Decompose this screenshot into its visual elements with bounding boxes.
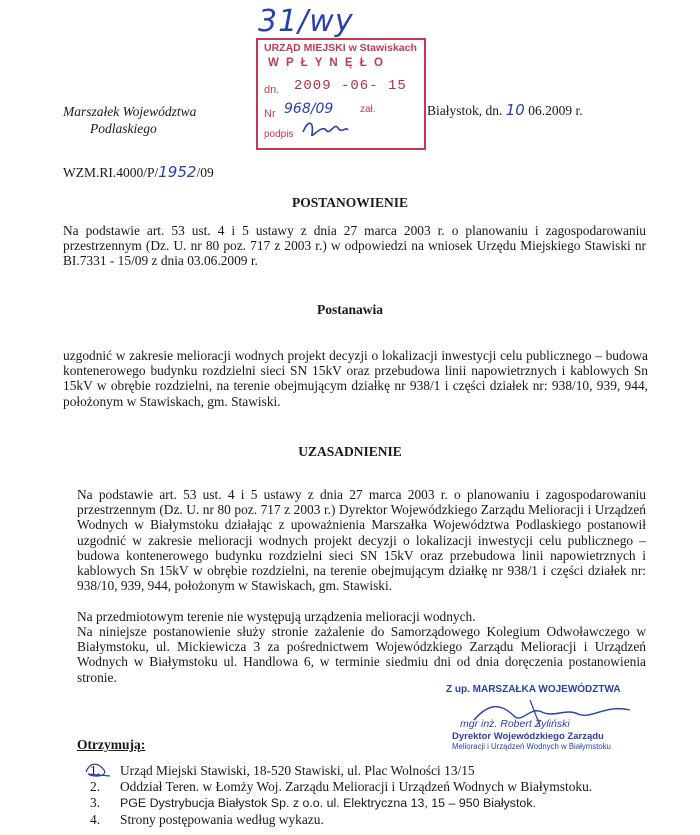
list-item bbox=[90, 811, 324, 829]
signature-title: Dyrektor Wojewódzkiego Zarządu bbox=[452, 731, 604, 742]
recipient-number: 2. bbox=[90, 779, 101, 794]
place-date-suffix: 06.2009 r. bbox=[528, 103, 583, 118]
place-date-prefix: Białystok, dn. bbox=[427, 103, 503, 118]
handwritten-signature bbox=[470, 698, 640, 728]
stamp-date-row bbox=[264, 80, 420, 98]
recipient-text: Urząd Miejski Stawiski, 18-520 Stawiski, ul. Plac Wolności 13/15 bbox=[120, 763, 475, 778]
recipients-heading: Otrzymują: bbox=[77, 737, 146, 752]
issuer-line2: Podlaskiego bbox=[90, 121, 157, 136]
stamp-office: URZĄD MIEJSKI w Stawiskach bbox=[264, 42, 417, 54]
recipient-number: 3. bbox=[90, 795, 101, 810]
intro-paragraph: Na podstawie art. 53 ust. 4 i 5 ustawy z dnia 27 marca 2003 r. o planowaniu i zagospodarowaniu przestrzennym (Dz. U. nr 80 poz. 717 z 2003 r.) w odpowiedzi na wniosek Urzędu Miejskiego Stawiski nr BI.7331 - 15/09 z dnia 03.06.2009 r. bbox=[63, 223, 646, 269]
recipient-text: Strony postępowania według wykazu. bbox=[120, 812, 324, 827]
stamp-date-label: dn. bbox=[264, 84, 280, 96]
reference-handwritten-number: 1952 bbox=[158, 163, 197, 181]
list-item bbox=[90, 794, 536, 812]
stamp-podpis-row bbox=[264, 124, 420, 142]
decision-paragraph: uzgodnić w zakresie melioracji wodnych projekt decyzji o lokalizacji inwestycji celu publicznego – budowa kontenerowego budynku rozdzielni sieci SN 15kV oraz przebudowa linii napowietrznych i kablowych Sn 15kV w obrębie rozdzielni, na terenie obejmującym działkę nr 938/1 i części działek nr: 938/10, 939, 944, położonym w Stawiskach, gm. Stawiski. bbox=[63, 348, 648, 409]
place-date bbox=[427, 103, 583, 118]
stamp-received: W P Ł Y N Ę Ł O bbox=[268, 57, 385, 69]
signature-authority: Z up. MARSZAŁKA WOJEWÓDZTWA bbox=[446, 684, 621, 695]
justification-paragraph-3: Na niniejsze postanowienie służy stronie zażalenie do Samorządowego Kolegium Odwoławczego w Białymstoku, ul. Mickiewicza 3 za pośrednictwem Wojewódzkiego Zarządu Melioracji i Urządzeń Wodnych w Białymstoku ul. Handlowa 6, w terminie siedmiu dni od dnia doręczenia postanowienia stronie. bbox=[77, 624, 646, 685]
recipient-text: PGE Dystrybucja Białystok Sp. z o.o. ul. Elektryczna 13, 15 – 950 Białystok. bbox=[120, 796, 536, 810]
handwritten-reference: 31/wy bbox=[258, 4, 354, 39]
reference-prefix: WZM.RI.4000/P/ bbox=[63, 165, 159, 180]
stamp-zal-label: zał. bbox=[360, 104, 376, 115]
stamp-nr-value: 968/09 bbox=[284, 101, 334, 117]
signature-stamp bbox=[420, 684, 660, 754]
reference-suffix: /09 bbox=[196, 165, 214, 180]
document-title: POSTANOWIENIE bbox=[291, 195, 409, 210]
signature-institution: Melioracji i Urządzeń Wodnych w Białymstoku bbox=[452, 742, 611, 751]
recipient-text: Oddział Teren. w Łomży Woj. Zarządu Melioracji i Urządzeń Wodnych w Białymstoku. bbox=[120, 779, 593, 794]
justification-paragraph-2: Na przedmiotowym terenie nie występują urządzenia melioracji wodnych. bbox=[77, 609, 476, 624]
justification-paragraph-1: Na podstawie art. 53 ust. 4 i 5 ustawy z dnia 27 marca 2003 r. o planowaniu i zagospodarowaniu przestrzennym (Dz. U. nr 80 poz. 717 z 2003 r.) Dyrektor Wojewódzkiego Zarządu Melioracji i Urządzeń Wodnych w Białymstoku działając z upoważnienia Marszałka Województwa Podlaskiego postanowił uzgodnić w zakresie melioracji wodnych projekt decyzji o lokalizacji inwestycji celu publicznego – budowa kontenerowego budynku rozdzielni sieci SN 15kV oraz przebudowa linii napowietrznych i kablowych Sn 15kV w obrębie rozdzielni, na terenie obejmującym działkę nr 938/1 i części działek nr: 938/10, 939, 944, położonym w Stawiskach, gm. Stawiski. bbox=[77, 487, 646, 594]
stamp-date-value: 2009 -06- 15 bbox=[294, 78, 407, 94]
justification-heading: UZASADNIENIE bbox=[298, 444, 402, 459]
stamp-initials-signature bbox=[300, 118, 350, 140]
issuer-line1: Marszałek Województwa bbox=[63, 104, 197, 119]
stamp-nr-label: Nr bbox=[264, 108, 276, 120]
incoming-stamp bbox=[256, 38, 426, 150]
recipient-number: 4. bbox=[90, 812, 101, 827]
signature-name: mgr inż. Robert Żyliński bbox=[460, 718, 570, 730]
decision-heading: Postanawia bbox=[316, 302, 383, 317]
handwritten-underline bbox=[84, 760, 114, 778]
recipient-number: 1. bbox=[90, 763, 101, 778]
reference-number bbox=[63, 165, 214, 180]
stamp-podpis-label: podpis bbox=[264, 129, 294, 140]
date-day-handwritten: 10 bbox=[505, 101, 525, 119]
